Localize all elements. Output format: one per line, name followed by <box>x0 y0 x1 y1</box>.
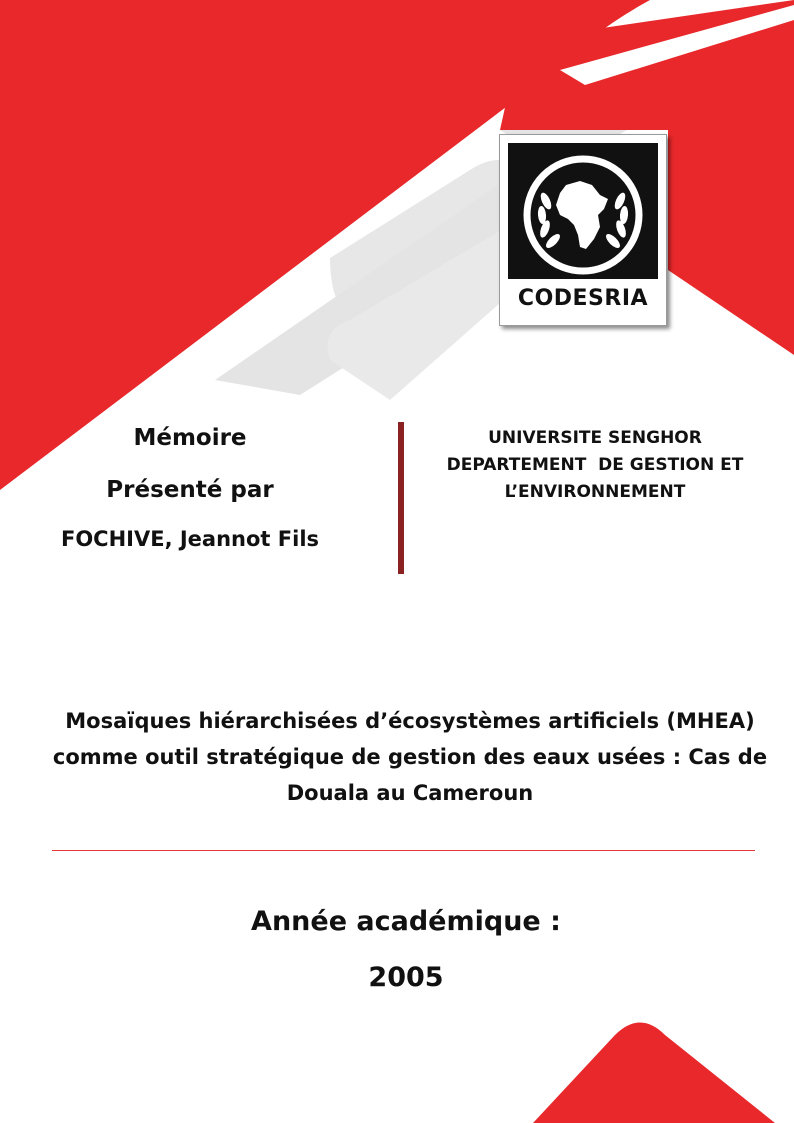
codesria-logo <box>499 134 667 326</box>
author-block <box>20 420 360 553</box>
author-name: FOCHIVE, Jeannot Fils <box>60 527 320 551</box>
academic-year-value: 2005 <box>368 962 444 993</box>
horizontal-rule <box>52 850 755 851</box>
vertical-divider <box>398 422 404 574</box>
thesis-title: Mosaïques hiérarchisées d’écosystèmes artificiels (MHEA) comme outil stratégique de gestion des eaux usées : Cas de Douala au Cameroun <box>52 709 768 805</box>
africa-laurel-emblem-icon <box>508 143 658 285</box>
institution-line-2: DEPARTEMENT DE GESTION ET <box>446 455 744 475</box>
presented-by-label: Présenté par <box>106 477 274 503</box>
document-type: Mémoire <box>133 425 247 451</box>
institution-block <box>420 425 770 506</box>
logo-label: CODESRIA <box>517 285 649 311</box>
red-triangle-bottom <box>533 1023 775 1123</box>
institution-line-3: L’ENVIRONNEMENT <box>504 482 686 502</box>
institution-line-1: UNIVERSITE SENGHOR <box>488 428 702 448</box>
academic-year-label: Année académique : <box>251 906 561 937</box>
